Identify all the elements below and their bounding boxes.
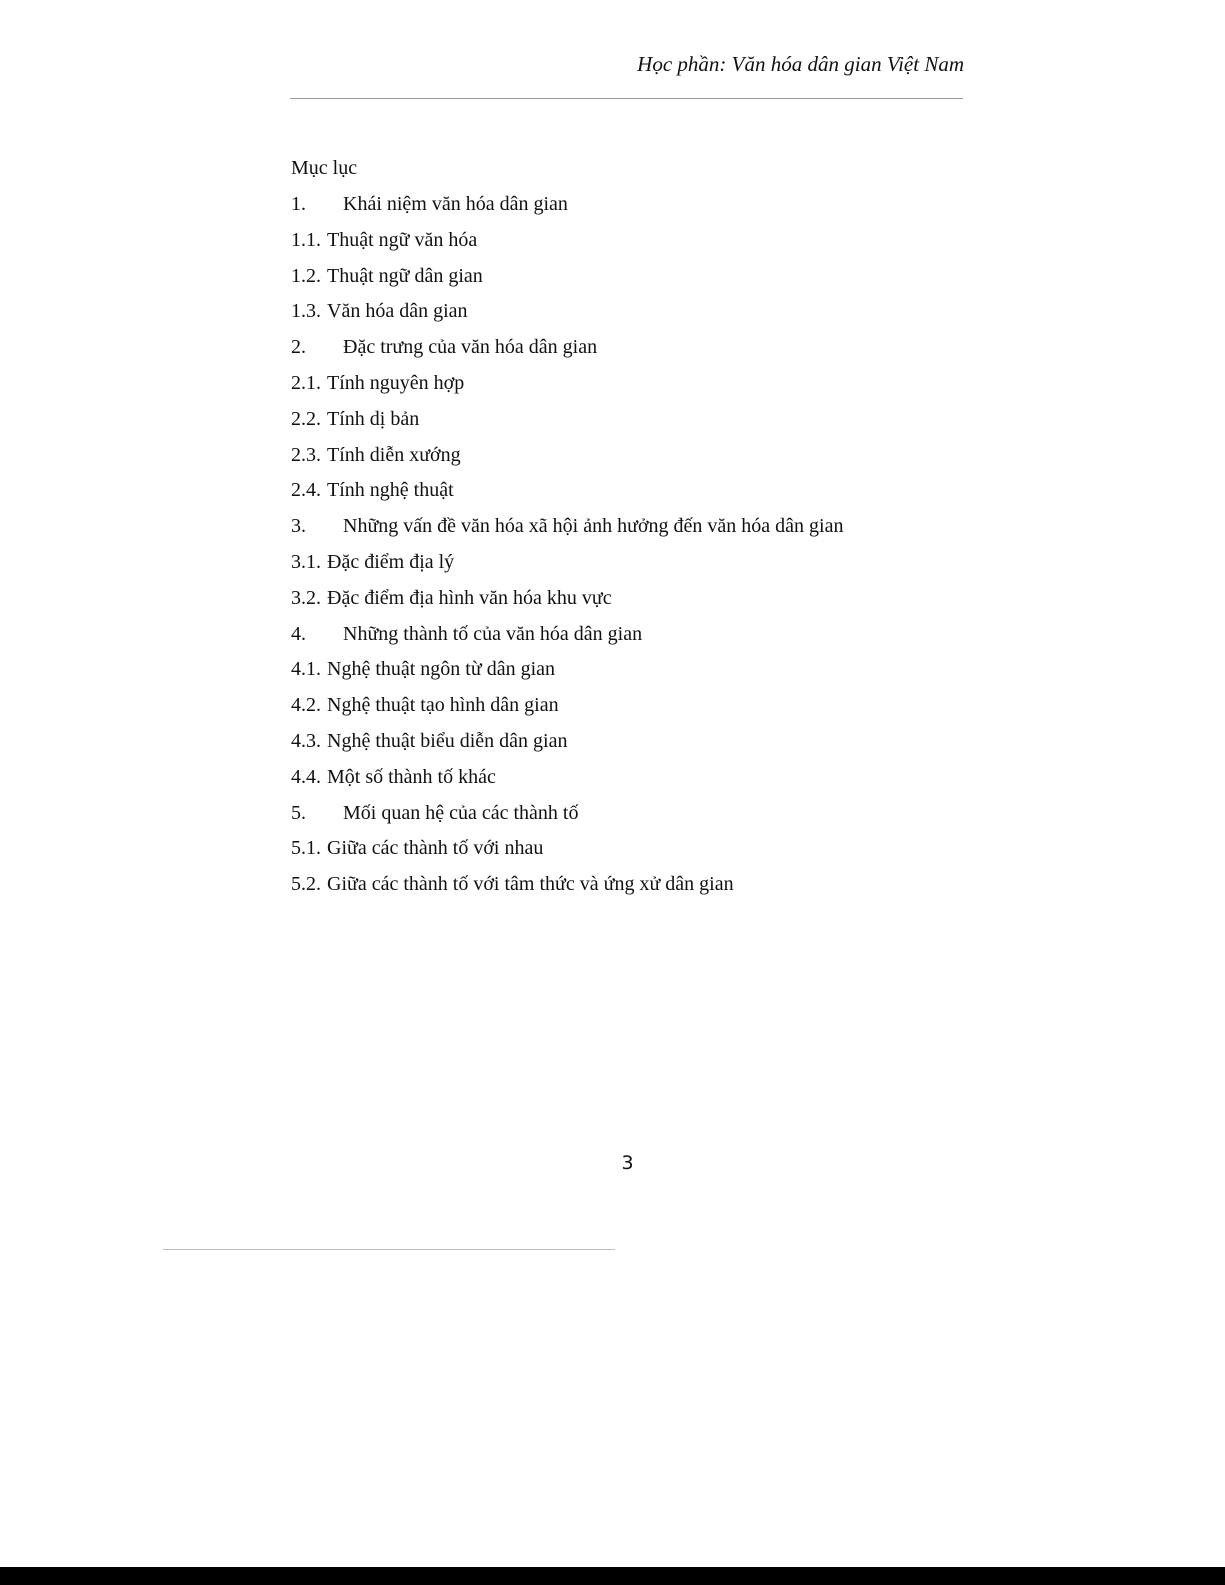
toc-heading: Mục lục [291, 157, 358, 179]
toc-entry-number: 5.2. [291, 873, 321, 896]
toc-section-entry [291, 442, 843, 478]
toc-entry-number: 1. [291, 193, 306, 215]
toc-entry-number: 1.1. [291, 228, 321, 251]
toc-entry-text: Đặc điểm địa hình văn hóa khu vực [327, 586, 612, 609]
footnote-divider [163, 1249, 615, 1250]
toc-section-entry [291, 406, 843, 442]
toc-entry-number: 4.2. [291, 694, 321, 717]
toc-entry-text: Tính nghệ thuật [327, 479, 454, 502]
toc-section-entry [291, 477, 843, 513]
toc-entry-number: 3. [291, 515, 306, 538]
toc-entry-text: Nghệ thuật tạo hình dân gian [327, 694, 559, 717]
toc-entry-text: Khái niệm văn hóa dân gian [343, 193, 568, 215]
toc-entry-number: 4.4. [291, 765, 321, 788]
toc-section-entry [291, 227, 843, 263]
toc-entry-number: 2.3. [291, 443, 321, 466]
toc-entry-number: 3.2. [291, 586, 321, 609]
toc-chapter-entry [291, 334, 843, 370]
toc-entry-number: 5.1. [291, 837, 321, 860]
toc-entry-text: Thuật ngữ dân gian [327, 264, 483, 287]
toc-chapter-entry [291, 513, 843, 549]
toc-entry-text: Thuật ngữ văn hóa [327, 228, 478, 251]
toc-section-entry [291, 728, 843, 764]
toc-entry-text: Những vấn đề văn hóa xã hội ảnh hưởng đến văn hóa dân gian [343, 515, 844, 538]
running-header-title: Học phần: Văn hóa dân gian Việt Nam [637, 52, 964, 76]
toc-section-entry [291, 298, 843, 334]
toc-entry-text: Những thành tố của văn hóa dân gian [343, 622, 643, 645]
toc-entry-text: Tính nguyên hợp [327, 371, 465, 394]
page-number: 3 [621, 1152, 634, 1174]
toc-section-entry [291, 370, 843, 406]
toc-entry-text: Đặc trưng của văn hóa dân gian [343, 336, 598, 359]
toc-section-entry [291, 764, 843, 800]
toc-entry-text: Văn hóa dân gian [327, 300, 468, 323]
toc-section-entry [291, 585, 843, 621]
toc-entry-text: Nghệ thuật biểu diễn dân gian [327, 729, 568, 752]
toc-entry-number: 2.1. [291, 371, 321, 394]
header-divider [290, 98, 963, 99]
toc-section-entry [291, 871, 843, 907]
toc-entry-number: 3.1. [291, 550, 321, 573]
toc-section-entry [291, 549, 843, 585]
toc-entry-number: 2. [291, 336, 306, 359]
toc-section-entry [291, 835, 843, 871]
table-of-contents [291, 155, 843, 907]
toc-entry-text: Một số thành tố khác [327, 765, 496, 788]
toc-section-entry [291, 692, 843, 728]
toc-entry-number: 2.4. [291, 479, 321, 502]
toc-section-entry [291, 656, 843, 692]
toc-section-entry [291, 263, 843, 299]
toc-entry-text: Nghệ thuật ngôn từ dân gian [327, 658, 556, 681]
toc-entry-text: Mối quan hệ của các thành tố [343, 801, 579, 824]
toc-entry-text: Tính diễn xướng [327, 443, 461, 466]
toc-chapter-entry [291, 621, 843, 657]
toc-entry-text: Tính dị bản [327, 407, 420, 430]
toc-entry-number: 5. [291, 801, 306, 824]
toc-entry-number: 4.1. [291, 658, 321, 681]
toc-entry-text: Giữa các thành tố với tâm thức và ứng xử dân gian [327, 873, 734, 896]
toc-chapter-entry [291, 800, 843, 836]
toc-entry-number: 4. [291, 622, 306, 645]
toc-entry-number: 1.3. [291, 300, 321, 323]
toc-entry-text: Giữa các thành tố với nhau [327, 837, 544, 860]
toc-chapter-entry [291, 191, 843, 227]
toc-entry-text: Đặc điểm địa lý [327, 550, 455, 573]
toc-entry-number: 4.3. [291, 729, 321, 752]
toc-entry-number: 1.2. [291, 264, 321, 287]
toc-entry-number: 2.2. [291, 407, 321, 430]
bottom-edge-bar [0, 1567, 1225, 1585]
